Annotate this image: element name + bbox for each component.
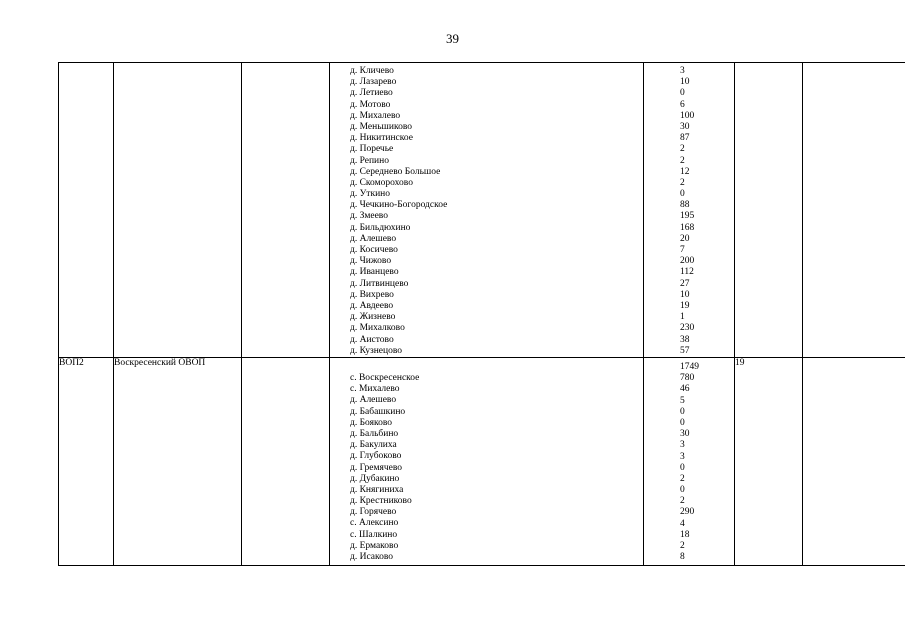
settlement-name: д. Бояково xyxy=(350,417,393,428)
settlement-value: 230 xyxy=(680,323,695,334)
settlement-name: д. Княгиниха xyxy=(350,484,404,495)
settlement-value: 12 xyxy=(680,166,690,177)
settlement-value: 2 xyxy=(680,496,685,507)
unit-code-cell: ВОП2 xyxy=(59,358,114,566)
settlement-name: д. Михалково xyxy=(350,323,405,334)
settlement-value: 0 xyxy=(680,462,685,473)
settlement-name: д. Бальбино xyxy=(350,428,399,439)
settlement-name: д. Аистово xyxy=(350,334,394,345)
settlement-name: д. Вихрево xyxy=(350,289,394,300)
settlement-name: д. Репино xyxy=(350,155,389,166)
total-value: 1749 xyxy=(680,362,699,372)
settlement-value: 1 xyxy=(680,312,685,323)
empty-cell xyxy=(242,63,330,358)
settlement-name: д. Косичево xyxy=(350,245,398,255)
settlement-value: 30 xyxy=(680,429,690,440)
settlement-name: д. Летиево xyxy=(350,88,393,99)
settlement-name: д. Крестниково xyxy=(350,496,412,507)
unit-name-cell xyxy=(114,63,242,358)
table-row xyxy=(59,358,905,566)
settlement-value: 3 xyxy=(680,66,685,76)
settlement-name: д. Середнево Большое xyxy=(350,166,441,177)
settlement-values-cell xyxy=(644,63,735,358)
settlement-value: 7 xyxy=(680,245,685,255)
settlement-name: с. Шалкино xyxy=(350,529,398,540)
settlement-value: 0 xyxy=(680,417,685,428)
settlement-name: д. Змеево xyxy=(350,211,388,222)
settlement-name: д. Мотово xyxy=(350,99,391,110)
settlement-value: 112 xyxy=(680,267,694,278)
settlement-value: 27 xyxy=(680,278,690,289)
settlement-name: д. Кличево xyxy=(350,66,394,76)
settlement-value: 100 xyxy=(680,110,695,121)
settlement-value: 8 xyxy=(680,552,685,563)
settlement-name: д. Скоморохово xyxy=(350,177,413,188)
settlement-value: 10 xyxy=(680,289,690,300)
settlement-value: 87 xyxy=(680,133,690,144)
settlement-name: д. Дубакино xyxy=(350,473,400,484)
settlement-value: 57 xyxy=(680,345,690,356)
settlement-name: д. Поречье xyxy=(350,144,394,155)
settlement-value: 46 xyxy=(680,384,690,395)
settlement-name: с. Воскресенское xyxy=(350,373,420,383)
settlement-value: 6 xyxy=(680,99,685,110)
settlement-value: 88 xyxy=(680,200,690,211)
settlement-value: 0 xyxy=(680,485,685,496)
settlement-name: с. Алексино xyxy=(350,518,399,529)
settlement-name: д. Иванцево xyxy=(350,267,399,278)
settlement-value: 30 xyxy=(680,121,690,132)
settlement-name: д. Бабашкино xyxy=(350,406,406,417)
settlement-name: с. Михалево xyxy=(350,384,400,395)
settlement-value: 3 xyxy=(680,440,685,451)
settlement-value: 4 xyxy=(680,518,685,529)
settlement-name: д. Ермаково xyxy=(350,540,399,551)
settlement-name: д. Глубоково xyxy=(350,451,402,462)
settlement-name: д. Гремячево xyxy=(350,462,402,473)
settlement-name: д. Чечкино-Богородское xyxy=(350,200,448,211)
settlement-name: д. Исаково xyxy=(350,552,394,562)
settlement-value: 200 xyxy=(680,256,695,267)
settlement-value: 3 xyxy=(680,451,685,462)
settlement-value: 168 xyxy=(680,222,695,233)
settlement-value: 10 xyxy=(680,77,690,88)
settlement-name: д. Меньшиково xyxy=(350,121,412,132)
empty-cell xyxy=(803,358,905,566)
settlement-value: 5 xyxy=(680,395,685,406)
settlement-name: д. Алешево xyxy=(350,233,397,244)
settlement-name: д. Авдеево xyxy=(350,300,394,311)
settlement-name: д. Бильдюхино xyxy=(350,222,411,233)
settlement-value: 2 xyxy=(680,473,685,484)
settlement-value: 2 xyxy=(680,144,685,155)
settlement-name: д. Никитинское xyxy=(350,133,413,144)
settlement-value: 2 xyxy=(680,155,685,166)
settlement-name: д. Чижово xyxy=(350,256,392,267)
table-row xyxy=(59,63,905,358)
settlement-value: 0 xyxy=(680,88,685,99)
settlement-value: 780 xyxy=(680,373,695,384)
settlement-value: 38 xyxy=(680,334,690,345)
empty-cell xyxy=(242,358,330,566)
empty-cell xyxy=(803,63,905,358)
unit-code-cell xyxy=(59,63,114,358)
count-cell xyxy=(735,63,803,358)
settlement-names-cell xyxy=(330,358,644,566)
page-number: 39 xyxy=(446,31,459,46)
settlement-names-cell xyxy=(330,63,644,358)
settlement-name: д. Кузнецово xyxy=(350,345,403,356)
settlement-value: 195 xyxy=(680,211,695,222)
settlement-name: д. Литвинцево xyxy=(350,278,409,289)
settlement-name: д. Уткино xyxy=(350,189,390,200)
settlement-value: 19 xyxy=(680,300,690,311)
settlement-value: 290 xyxy=(680,507,695,518)
settlement-name: д. Михалево xyxy=(350,110,401,121)
settlement-name: д. Горячево xyxy=(350,507,397,518)
settlement-name: д. Жизнево xyxy=(350,312,396,323)
unit-name-cell: Воскресенский ОВОП xyxy=(114,358,242,566)
settlement-name: д. Алешево xyxy=(350,395,397,406)
settlement-value: 2 xyxy=(680,541,685,551)
settlement-values-cell xyxy=(644,358,735,566)
settlement-value: 20 xyxy=(680,233,690,244)
settlement-name: д. Лазарево xyxy=(350,77,397,88)
settlement-value: 2 xyxy=(680,177,685,188)
settlements-table xyxy=(58,62,905,566)
settlement-value: 0 xyxy=(680,406,685,417)
settlement-value: 0 xyxy=(680,189,685,200)
count-cell: 19 xyxy=(735,358,803,566)
settlement-value: 18 xyxy=(680,529,690,540)
settlement-name: д. Бакулиха xyxy=(350,440,397,451)
